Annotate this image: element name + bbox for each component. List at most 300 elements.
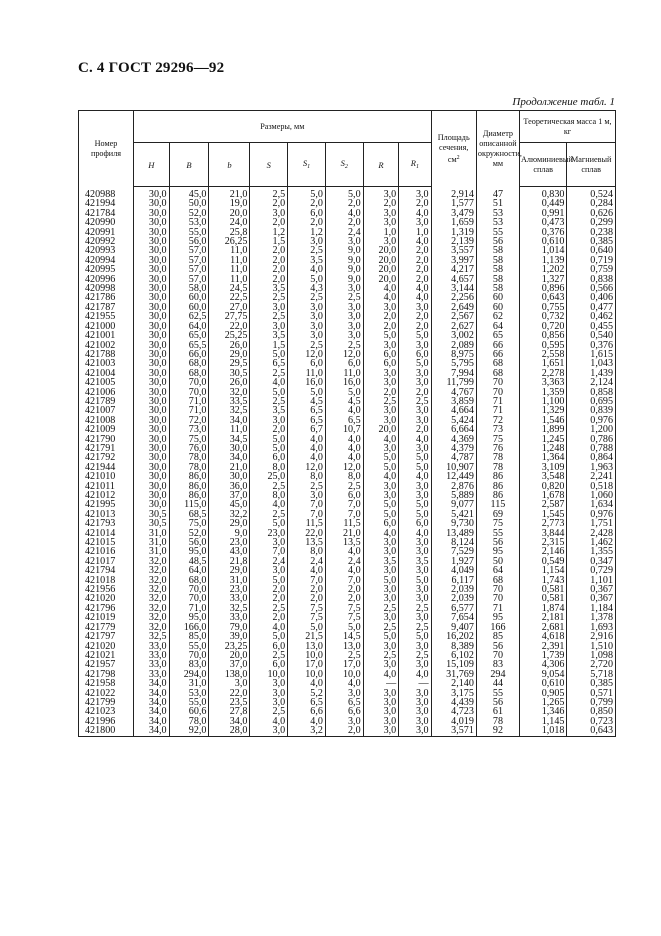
s2-value: 3,0 <box>325 717 363 726</box>
profile-dimensions-table <box>78 110 616 737</box>
mass-al-value: 1,145 <box>520 717 567 726</box>
area-value: 2,876 <box>431 482 476 491</box>
r-value: 3,0 <box>363 187 399 200</box>
mass-al-value: 0,610 <box>520 237 567 246</box>
mass-al-value: 1,248 <box>520 444 567 453</box>
profile-number: 421017 <box>79 557 134 566</box>
area-value: 7,529 <box>431 547 476 556</box>
h-value: 32,0 <box>133 566 169 575</box>
mass-mg-value: 1,184 <box>567 604 616 613</box>
s-value: 6,5 <box>250 359 288 368</box>
s2-value: 3,0 <box>325 322 363 331</box>
profile-number: 421799 <box>79 698 134 707</box>
s1-value: 3,0 <box>288 491 326 500</box>
profile-number: 421010 <box>79 472 134 481</box>
s1-value: 2,4 <box>288 557 326 566</box>
s2-value: 9,0 <box>325 265 363 274</box>
profile-number: 421957 <box>79 660 134 669</box>
r-value: 4,0 <box>363 529 399 538</box>
diameter-value: 61 <box>476 707 519 716</box>
col-H-header: H <box>133 143 169 187</box>
b-flange-value: 33,0 <box>209 613 250 622</box>
s2-value: 4,0 <box>325 566 363 575</box>
profile-number: 420990 <box>79 218 134 227</box>
s-value: 3,0 <box>250 416 288 425</box>
s-value: 10,0 <box>250 670 288 679</box>
b-flange-value: 22,0 <box>209 322 250 331</box>
s-value: 2,5 <box>250 482 288 491</box>
mass-al-value: 0,732 <box>520 312 567 321</box>
s-value: 2,0 <box>250 218 288 227</box>
r-value: 6,0 <box>363 519 399 528</box>
diameter-value: 68 <box>476 576 519 585</box>
b-flange-value: 22,0 <box>209 689 250 698</box>
profile-number: 421794 <box>79 566 134 575</box>
mass-al-value: 2,681 <box>520 623 567 632</box>
diameter-value: 55 <box>476 529 519 538</box>
b-width-value: 294,0 <box>169 670 209 679</box>
b-flange-value: 23,0 <box>209 538 250 547</box>
r1-value: 2,0 <box>399 275 431 284</box>
profile-number: 421013 <box>79 510 134 519</box>
mass-al-value: 1,154 <box>520 566 567 575</box>
h-value: 30,0 <box>133 406 169 415</box>
mass-al-value: 1,678 <box>520 491 567 500</box>
s2-value: 4,0 <box>325 406 363 415</box>
mass-al-value: 1,545 <box>520 510 567 519</box>
b-width-value: 166,0 <box>169 623 209 632</box>
r1-value: 2,5 <box>399 397 431 406</box>
diameter-value: 75 <box>476 519 519 528</box>
b-flange-value: 43,0 <box>209 547 250 556</box>
r-value: 20,0 <box>363 425 399 434</box>
b-width-value: 52,0 <box>169 529 209 538</box>
diameter-value: 78 <box>476 463 519 472</box>
profile-number: 421786 <box>79 293 134 302</box>
mass-al-value: 0,595 <box>520 341 567 350</box>
s2-value: 2,4 <box>325 228 363 237</box>
area-value: 5,889 <box>431 491 476 500</box>
mass-mg-value: 0,839 <box>567 406 616 415</box>
diameter-value: 73 <box>476 425 519 434</box>
diameter-value: 60 <box>476 293 519 302</box>
r-value: 3,0 <box>363 566 399 575</box>
s-value: 1,5 <box>250 237 288 246</box>
diameter-value: 95 <box>476 613 519 622</box>
h-value: 30,0 <box>133 331 169 340</box>
area-value: 2,139 <box>431 237 476 246</box>
mass-mg-value: 1,098 <box>567 651 616 660</box>
b-flange-value: 33,5 <box>209 397 250 406</box>
s1-value: 5,0 <box>288 388 326 397</box>
s1-value: 5,2 <box>288 689 326 698</box>
s2-value: 8,0 <box>325 472 363 481</box>
area-value: 4,787 <box>431 453 476 462</box>
s2-value: 13,5 <box>325 538 363 547</box>
r1-value: 3,0 <box>399 594 431 603</box>
mass-al-value: 2,558 <box>520 350 567 359</box>
diameter-value: 56 <box>476 237 519 246</box>
mass-mg-value: 2,428 <box>567 529 616 538</box>
mass-al-value: 0,856 <box>520 331 567 340</box>
diameter-value: 58 <box>476 246 519 255</box>
b-width-value: 70,0 <box>169 378 209 387</box>
b-flange-value: 21,0 <box>209 187 250 200</box>
s-value: 6,0 <box>250 660 288 669</box>
s2-value: 9,0 <box>325 275 363 284</box>
mass-mg-value: 0,786 <box>567 435 616 444</box>
b-flange-value: 24,0 <box>209 218 250 227</box>
diameter-value: 115 <box>476 500 519 509</box>
area-value: 2,649 <box>431 303 476 312</box>
mass-mg-value: 0,643 <box>567 726 616 736</box>
area-value: 1,577 <box>431 199 476 208</box>
profile-number: 421015 <box>79 538 134 547</box>
mass-al-value: 0,905 <box>520 689 567 698</box>
profile-number: 421788 <box>79 350 134 359</box>
s-value: 2,4 <box>250 557 288 566</box>
b-flange-value: 11,0 <box>209 246 250 255</box>
profile-number: 420992 <box>79 237 134 246</box>
s1-value: 2,5 <box>288 246 326 255</box>
area-value: 9,407 <box>431 623 476 632</box>
r-value: 2,5 <box>363 623 399 632</box>
area-value: 3,479 <box>431 209 476 218</box>
r1-value: 3,0 <box>399 303 431 312</box>
area-value: 5,424 <box>431 416 476 425</box>
s-value: 8,0 <box>250 463 288 472</box>
col-diameter-header: Диаметр описанной окружности, мм <box>476 111 519 187</box>
mass-al-value: 1,874 <box>520 604 567 613</box>
area-value: 6,102 <box>431 651 476 660</box>
s-value: 2,0 <box>250 585 288 594</box>
b-width-value: 48,5 <box>169 557 209 566</box>
s-value: 5,0 <box>250 576 288 585</box>
s2-value: 2,5 <box>325 293 363 302</box>
r1-value: 3,0 <box>399 378 431 387</box>
diameter-value: 66 <box>476 350 519 359</box>
diameter-value: 70 <box>476 594 519 603</box>
b-width-value: 70,0 <box>169 585 209 594</box>
b-width-value: 115,0 <box>169 500 209 509</box>
r-value: 5,0 <box>363 510 399 519</box>
b-width-value: 60,6 <box>169 707 209 716</box>
r-value: 2,0 <box>363 322 399 331</box>
s1-value: 2,5 <box>288 341 326 350</box>
mass-al-value: 0,581 <box>520 594 567 603</box>
s2-value: 2,5 <box>325 651 363 660</box>
diameter-value: 95 <box>476 547 519 556</box>
mass-al-value: 0,376 <box>520 228 567 237</box>
col-mass-header: Теоретическая масса 1 м, кг <box>520 111 616 143</box>
mass-mg-value: 0,976 <box>567 416 616 425</box>
b-flange-value: 27,75 <box>209 312 250 321</box>
s1-value: 6,0 <box>288 359 326 368</box>
r1-value: 3,0 <box>399 187 431 200</box>
profile-number: 421005 <box>79 378 134 387</box>
profile-number: 421001 <box>79 331 134 340</box>
r1-value: 4,0 <box>399 670 431 679</box>
area-value: 8,124 <box>431 538 476 547</box>
b-flange-value: 30,0 <box>209 472 250 481</box>
b-width-value: 95,0 <box>169 547 209 556</box>
profile-number: 421009 <box>79 425 134 434</box>
col-B-header: B <box>169 143 209 187</box>
area-value: 4,439 <box>431 698 476 707</box>
b-flange-value: 27,0 <box>209 303 250 312</box>
r-value: 5,0 <box>363 576 399 585</box>
s2-value: 7,0 <box>325 576 363 585</box>
s1-value: 3,0 <box>288 322 326 331</box>
b-width-value: 86,0 <box>169 472 209 481</box>
h-value: 30,0 <box>133 397 169 406</box>
b-width-value: 72,0 <box>169 416 209 425</box>
mass-mg-value: 0,864 <box>567 453 616 462</box>
mass-al-value: 2,146 <box>520 547 567 556</box>
r1-value: 3,0 <box>399 538 431 547</box>
profile-number: 421007 <box>79 406 134 415</box>
diameter-value: 58 <box>476 275 519 284</box>
s-value: 3,0 <box>250 566 288 575</box>
h-value: 30,0 <box>133 246 169 255</box>
s2-value: 5,0 <box>325 187 363 200</box>
mass-mg-value: 0,838 <box>567 275 616 284</box>
b-width-value: 86,0 <box>169 491 209 500</box>
r-value: 3,0 <box>363 707 399 716</box>
b-width-value: 71,0 <box>169 604 209 613</box>
r-value: 3,0 <box>363 698 399 707</box>
r-value: 3,0 <box>363 717 399 726</box>
r-value: 2,5 <box>363 651 399 660</box>
b-flange-value: 29,5 <box>209 359 250 368</box>
b-width-value: 55,0 <box>169 228 209 237</box>
diameter-value: 51 <box>476 199 519 208</box>
area-value: 2,039 <box>431 585 476 594</box>
s1-value: 4,3 <box>288 284 326 293</box>
b-width-value: 65,0 <box>169 331 209 340</box>
profile-number: 421003 <box>79 359 134 368</box>
profile-number: 421020 <box>79 642 134 651</box>
s2-symbol: S <box>340 157 345 168</box>
s1-value: 2,0 <box>288 585 326 594</box>
profile-number: 421002 <box>79 341 134 350</box>
area-value: 3,557 <box>431 246 476 255</box>
b-flange-value: 9,0 <box>209 529 250 538</box>
s-value: 2,0 <box>250 613 288 622</box>
profile-number: 421784 <box>79 209 134 218</box>
table-continuation-label: Продолжение табл. 1 <box>512 96 615 108</box>
r-value: 2,0 <box>363 388 399 397</box>
s1-value: 11,0 <box>288 369 326 378</box>
s1-value: 22,0 <box>288 529 326 538</box>
h-value: 33,0 <box>133 642 169 651</box>
b-width-value: 78,0 <box>169 453 209 462</box>
s2-value: 12,0 <box>325 350 363 359</box>
profile-number: 421011 <box>79 482 134 491</box>
r-value: 6,0 <box>363 350 399 359</box>
diameter-value: 50 <box>476 557 519 566</box>
diameter-value: 62 <box>476 312 519 321</box>
r1-value: 3,0 <box>399 341 431 350</box>
s2-subscript: 2 <box>344 163 348 170</box>
h-value: 30,5 <box>133 519 169 528</box>
h-value: 30,0 <box>133 312 169 321</box>
h-value: 30,0 <box>133 388 169 397</box>
r-value: 3,0 <box>363 341 399 350</box>
r1-symbol: R <box>410 157 416 168</box>
mass-al-value: 1,359 <box>520 388 567 397</box>
mass-al-value: 1,139 <box>520 256 567 265</box>
h-value: 30,0 <box>133 284 169 293</box>
r-value: 3,0 <box>363 585 399 594</box>
mass-mg-value: 0,566 <box>567 284 616 293</box>
diameter-value: 72 <box>476 416 519 425</box>
r-value: 2,0 <box>363 199 399 208</box>
r1-value: 2,5 <box>399 651 431 660</box>
h-value: 30,0 <box>133 218 169 227</box>
s-value: 3,0 <box>250 303 288 312</box>
b-width-value: 65,5 <box>169 341 209 350</box>
h-value: 30,0 <box>133 256 169 265</box>
mass-al-value: 0,449 <box>520 199 567 208</box>
r1-value: 4,0 <box>399 284 431 293</box>
s1-value: 5,0 <box>288 187 326 200</box>
r1-value: 3,0 <box>399 698 431 707</box>
mass-mg-value: 0,299 <box>567 218 616 227</box>
h-value: 30,0 <box>133 453 169 462</box>
s2-value: 2,0 <box>325 218 363 227</box>
diameter-value: 53 <box>476 209 519 218</box>
mass-mg-value: 1,615 <box>567 350 616 359</box>
diameter-value: 58 <box>476 284 519 293</box>
mass-mg-value: 0,788 <box>567 444 616 453</box>
area-value: 6,577 <box>431 604 476 613</box>
h-value: 30,0 <box>133 369 169 378</box>
b-width-value: 71,0 <box>169 406 209 415</box>
s1-value: 13,5 <box>288 538 326 547</box>
s2-value: 7,0 <box>325 510 363 519</box>
col-dimensions-header: Размеры, мм <box>133 111 431 143</box>
s2-value: 4,0 <box>325 209 363 218</box>
mass-al-value: 0,720 <box>520 322 567 331</box>
h-value: 30,0 <box>133 228 169 237</box>
diameter-value: 56 <box>476 698 519 707</box>
b-width-value: 57,0 <box>169 265 209 274</box>
area-value: 3,997 <box>431 256 476 265</box>
mass-mg-value: 0,799 <box>567 698 616 707</box>
s2-value: 13,0 <box>325 642 363 651</box>
b-flange-value: 30,5 <box>209 369 250 378</box>
b-width-value: 86,0 <box>169 482 209 491</box>
s2-value: 11,5 <box>325 519 363 528</box>
area-value: 2,567 <box>431 312 476 321</box>
r1-value: 4,0 <box>399 529 431 538</box>
mass-al-value: 0,755 <box>520 303 567 312</box>
s-value: 5,0 <box>250 388 288 397</box>
r1-value: 3,0 <box>399 444 431 453</box>
mass-al-value: 0,610 <box>520 679 567 688</box>
profile-number: 421004 <box>79 369 134 378</box>
s2-value: 6,0 <box>325 491 363 500</box>
b-width-value: 78,0 <box>169 463 209 472</box>
s2-value: 17,0 <box>325 660 363 669</box>
mass-mg-value: 0,729 <box>567 566 616 575</box>
s1-value: 4,0 <box>288 566 326 575</box>
profile-number: 421995 <box>79 500 134 509</box>
profile-number: 421996 <box>79 717 134 726</box>
s-value: 4,0 <box>250 623 288 632</box>
mass-mg-value: 5,718 <box>567 670 616 679</box>
b-flange-value: 32,0 <box>209 388 250 397</box>
profile-number: 421800 <box>79 726 134 736</box>
s1-value: 7,0 <box>288 500 326 509</box>
h-value: 30,0 <box>133 187 169 200</box>
s2-value: 2,0 <box>325 199 363 208</box>
mass-al-value: 1,739 <box>520 651 567 660</box>
r1-value: 4,0 <box>399 209 431 218</box>
r1-value: 3,0 <box>399 566 431 575</box>
area-value: 4,767 <box>431 388 476 397</box>
area-value: 4,019 <box>431 717 476 726</box>
diameter-value: 294 <box>476 670 519 679</box>
mass-al-value: 1,265 <box>520 698 567 707</box>
r1-value: 5,0 <box>399 453 431 462</box>
profile-number: 421023 <box>79 707 134 716</box>
area-value: 3,144 <box>431 284 476 293</box>
r-value: 5,0 <box>363 453 399 462</box>
mass-al-value: 2,391 <box>520 642 567 651</box>
mass-al-value: 3,844 <box>520 529 567 538</box>
diameter-value: 68 <box>476 359 519 368</box>
mass-mg-value: 0,640 <box>567 246 616 255</box>
b-width-value: 50,0 <box>169 199 209 208</box>
s2-value: 21,0 <box>325 529 363 538</box>
profile-number: 421014 <box>79 529 134 538</box>
area-value: 1,659 <box>431 218 476 227</box>
area-value: 13,489 <box>431 529 476 538</box>
r-value: 3,0 <box>363 660 399 669</box>
b-width-value: 70,0 <box>169 388 209 397</box>
s2-value: 2,0 <box>325 585 363 594</box>
col-S1-header <box>288 143 326 187</box>
s2-value: 4,0 <box>325 547 363 556</box>
area-value: 5,795 <box>431 359 476 368</box>
r1-value: 3,0 <box>399 642 431 651</box>
s-value: 2,5 <box>250 293 288 302</box>
s1-value: 5,0 <box>288 623 326 632</box>
b-flange-value: 39,0 <box>209 632 250 641</box>
b-flange-value: 29,0 <box>209 519 250 528</box>
s1-value: 3,5 <box>288 256 326 265</box>
r1-value: 6,0 <box>399 350 431 359</box>
mass-mg-value: 0,719 <box>567 256 616 265</box>
mass-mg-value: 0,385 <box>567 679 616 688</box>
r-value: 3,0 <box>363 726 399 736</box>
mass-mg-value: 1,101 <box>567 576 616 585</box>
page-title: С. 4 ГОСТ 29296—92 <box>78 60 225 76</box>
b-flange-value: 21,0 <box>209 463 250 472</box>
diameter-value: 53 <box>476 218 519 227</box>
b-width-value: 73,0 <box>169 425 209 434</box>
area-value: 3,859 <box>431 397 476 406</box>
mass-al-value: 1,100 <box>520 397 567 406</box>
b-flange-value: 34,0 <box>209 717 250 726</box>
b-width-value: 64,0 <box>169 566 209 575</box>
diameter-value: 78 <box>476 453 519 462</box>
b-flange-value: 34,0 <box>209 453 250 462</box>
s2-value: 11,0 <box>325 369 363 378</box>
mass-mg-value: 1,462 <box>567 538 616 547</box>
